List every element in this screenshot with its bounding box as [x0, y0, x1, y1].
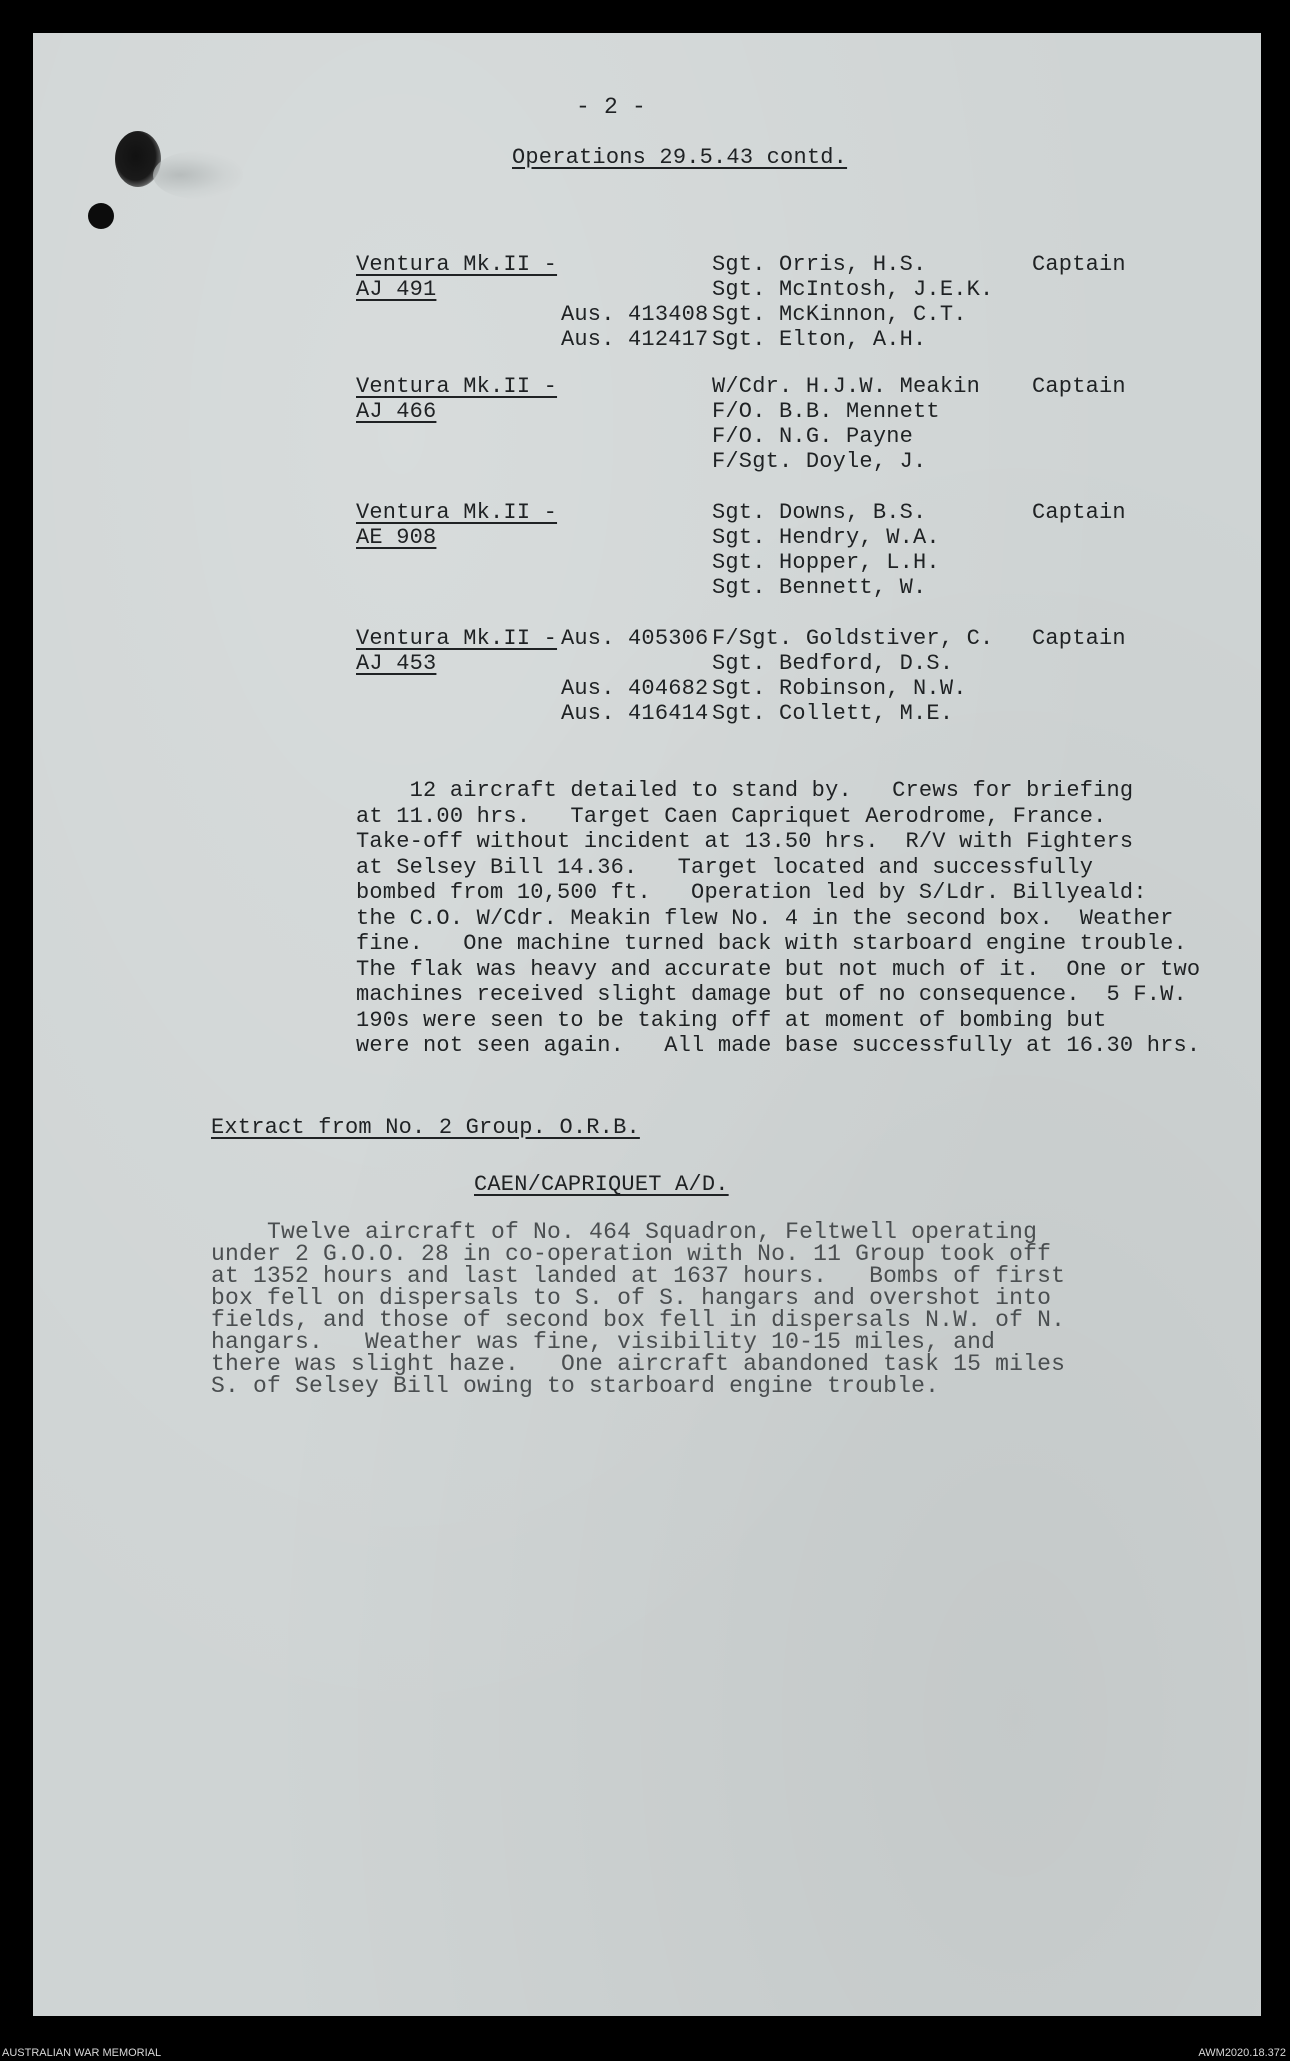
aircraft-type: Ventura Mk.II - — [356, 252, 558, 277]
summary-line: bombed from 10,500 ft. Operation led by S/Ldr. Billyeald: — [356, 880, 1147, 905]
footer-right: AWM2020.18.372 — [1198, 2047, 1286, 2059]
extract-line: Twelve aircraft of No. 464 Squadron, Feltwell operating — [211, 1219, 1038, 1245]
extract-line: there was slight haze. One aircraft abandoned task 15 miles — [211, 1351, 1066, 1377]
crew-member-name: Sgt. Hopper, L.H. — [712, 550, 940, 575]
crew-member-name: F/Sgt. Goldstiver, C. — [712, 626, 994, 651]
summary-line: at Selsey Bill 14.36. Target located and successfully — [356, 854, 1094, 880]
crew-member-name: W/Cdr. H.J.W. Meakin — [712, 374, 981, 399]
extract-line: hangars. Weather was fine, visibility 10-15 miles, and — [211, 1329, 996, 1355]
captain-label: Captain — [1032, 626, 1126, 651]
crew-member-name: Sgt. McKinnon, C.T. — [712, 302, 967, 327]
summary-line: machines received slight damage but of no consequence. 5 F.W. — [356, 982, 1187, 1007]
extract-line: box fell on dispersals to S. of S. hangars and overshot into — [211, 1285, 1052, 1311]
ink-stain-halo — [153, 151, 243, 199]
aircraft-type: Ventura Mk.II - — [356, 374, 558, 399]
crew-member-name: Sgt. Orris, H.S. — [712, 252, 927, 277]
extract-line: fields, and those of second box fell in dispersals N.W. of N. — [211, 1307, 1066, 1333]
aircraft-type: Ventura Mk.II - — [356, 500, 558, 525]
crew-member-name: Sgt. Robinson, N.W. — [712, 676, 967, 701]
summary-line: at 11.00 hrs. Target Caen Capriquet Aerodrome, France. — [356, 803, 1107, 829]
aircraft-serial: AJ 491 — [356, 277, 437, 302]
aircraft-serial: AJ 453 — [356, 651, 437, 676]
punch-hole — [88, 203, 114, 229]
crew-member-name: F/O. N.G. Payne — [712, 424, 914, 449]
page-number: - 2 - — [576, 94, 647, 120]
aircraft-serial: AE 908 — [356, 525, 437, 550]
summary-line: the C.O. W/Cdr. Meakin flew No. 4 in the second box. Weather — [356, 905, 1174, 931]
captain-label: Captain — [1032, 500, 1126, 525]
extract-line: S. of Selsey Bill owing to starboard engine trouble. — [211, 1373, 940, 1399]
summary-line: The flak was heavy and accurate but not much of it. One or two — [356, 956, 1201, 982]
service-number: Aus. 404682 — [561, 676, 709, 701]
crew-member-name: Sgt. Downs, B.S. — [712, 500, 927, 525]
summary-line: 12 aircraft detailed to stand by. Crews for briefing — [356, 778, 1134, 803]
extract-subheading: CAEN/CAPRIQUET A/D. — [474, 1172, 729, 1197]
crew-member-name: Sgt. Bedford, D.S. — [712, 651, 954, 676]
summary-line: Take-off without incident at 13.50 hrs. R/V with Fighters — [356, 829, 1134, 854]
crew-member-name: Sgt. McIntosh, J.E.K. — [712, 277, 994, 302]
service-number: Aus. 416414 — [561, 701, 709, 726]
crew-member-name: Sgt. Collett, M.E. — [712, 701, 954, 726]
crew-member-name: F/O. B.B. Mennett — [712, 399, 940, 424]
footer-left: AUSTRALIAN WAR MEMORIAL — [2, 2047, 162, 2059]
extract-line: under 2 G.O.O. 28 in co-operation with No. 11 Group took off — [211, 1241, 1052, 1267]
summary-line: fine. One machine turned back with starboard engine trouble. — [356, 931, 1187, 956]
crew-member-name: Sgt. Hendry, W.A. — [712, 525, 940, 550]
service-number: Aus. 413408 — [561, 302, 709, 327]
crew-member-name: Sgt. Elton, A.H. — [712, 327, 927, 352]
service-number: Aus. 412417 — [561, 327, 709, 352]
page-heading: Operations 29.5.43 contd. — [512, 145, 848, 170]
captain-label: Captain — [1032, 252, 1126, 277]
summary-line: were not seen again. All made base successfully at 16.30 hrs. — [356, 1033, 1201, 1058]
extract-line: at 1352 hours and last landed at 1637 hours. Bombs of first — [211, 1263, 1066, 1289]
summary-line: 190s were seen to be taking off at moment of bombing but — [356, 1007, 1107, 1033]
crew-member-name: F/Sgt. Doyle, J. — [712, 449, 927, 474]
aircraft-serial: AJ 466 — [356, 399, 437, 424]
captain-label: Captain — [1032, 374, 1126, 399]
crew-member-name: Sgt. Bennett, W. — [712, 575, 927, 600]
extract-heading: Extract from No. 2 Group. O.R.B. — [211, 1115, 640, 1140]
service-number: Aus. 405306 — [561, 626, 709, 651]
aircraft-type: Ventura Mk.II - — [356, 626, 558, 651]
